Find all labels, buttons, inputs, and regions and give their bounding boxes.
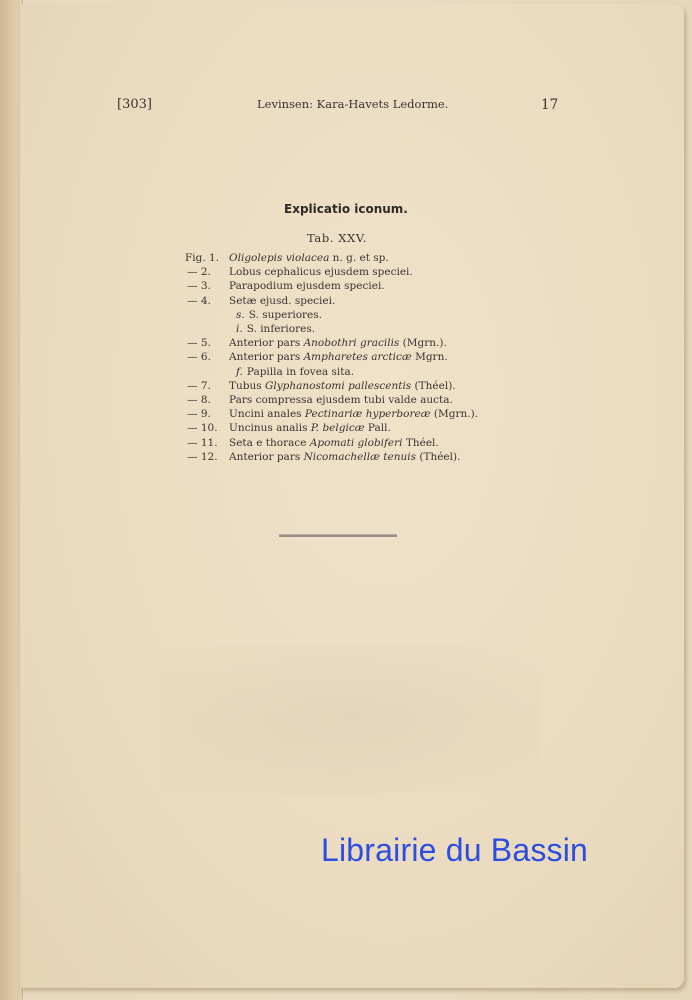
figure-caption [229,393,453,407]
figure-number: — 3. [187,280,211,293]
figure-item [20,265,620,279]
figure-subitem-text [236,322,315,336]
figure-caption [229,279,385,293]
caption-text: Uncinus analis [229,422,311,435]
caption-text: Théel. [402,436,439,449]
figure-subitem-caption: Papilla in fovea sita. [246,365,355,378]
species-name: Ampharetes arcticæ [303,351,412,364]
figure-item [20,421,620,435]
section-title: Explicatio iconum. [284,202,408,216]
figure-subitem-text [236,308,322,322]
figure-number: — 5. [187,337,211,350]
figure-caption [229,421,391,435]
caption-text: Anterior pars [229,450,304,463]
figure-number: — 4. [187,294,211,307]
caption-text: Setæ ejusd. speciei. [229,294,336,307]
species-name: Glyphanostomi pallescentis [264,379,412,392]
figure-number: — 7. [187,379,211,392]
figure-number: — 12. [187,450,218,463]
figure-item [20,279,620,293]
caption-text: n. g. et sp. [329,252,389,264]
figure-number: — 2. [187,266,211,279]
species-name: P. belgicæ [310,422,365,435]
figure-number: — 10. [187,422,218,435]
figure-caption [229,450,460,464]
caption-text: Mgrn. [411,351,448,364]
figure-item [20,393,620,407]
caption-text: Anterior pars [229,337,304,350]
caption-text: Pall. [364,422,391,435]
figure-caption [229,407,478,421]
caption-text: (Théel). [411,379,456,392]
figure-subitem [20,308,620,322]
figure-subitem [20,322,620,336]
figure-number: — 8. [187,394,211,406]
figure-item [20,450,620,464]
caption-text: Parapodium ejusdem speciei. [229,280,385,293]
paper-stain [160,644,540,794]
figure-item [20,436,620,450]
caption-text: (Mgrn.). [430,408,479,421]
figure-caption [229,336,447,350]
plate-title: Tab. XXV. [307,231,368,245]
figure-caption [229,251,389,265]
figure-subitem-caption: S. superiores. [248,308,322,321]
caption-text: Uncini anales [229,408,305,421]
caption-text: Anterior pars [229,351,304,364]
separator-rule [279,534,397,537]
figure-item [20,407,620,421]
figure-number: Fig. 1. [185,252,220,264]
species-name: Nicomachellæ tenuis [303,450,417,463]
running-title: Levinsen: Kara-Havets Ledorme. [257,97,449,111]
figure-number: — 6. [187,351,211,364]
figure-item [20,251,620,265]
caption-text: Pars compressa ejusdem tubi valde aucta. [229,394,453,406]
page-reference: [303] [117,97,152,112]
figure-number: — 11. [187,436,218,449]
caption-text: (Mgrn.). [399,337,447,350]
species-name: Pectinariæ hyperboreæ [304,408,431,421]
figure-subitem-text [236,365,354,379]
species-name: Apomati globiferi [309,436,403,449]
page-number: 17 [541,97,559,113]
figure-subitem-letter: i. [236,323,243,335]
figure-item [20,379,620,393]
figure-caption [229,294,335,308]
figure-caption [229,436,439,450]
caption-text: Tubus [229,379,265,392]
figure-item [20,336,620,350]
figure-subitem-letter: s. [236,308,245,321]
figure-caption [229,265,413,279]
species-name: Oligolepis violacea [229,252,330,264]
figure-subitem-caption: S. inferiores. [246,323,316,335]
figure-subitem-letter: f. [236,365,243,378]
figure-subitem [20,365,620,379]
species-name: Anobothri gracilis [303,337,400,350]
figure-item [20,350,620,364]
figure-item [20,294,620,308]
caption-text: (Théel). [416,450,461,463]
figure-caption [229,350,448,364]
watermark-text: Librairie du Bassin [321,832,589,868]
caption-text: Seta e thorace [229,436,310,449]
figure-number: — 9. [187,408,211,421]
caption-text: Lobus cephalicus ejusdem speciei. [229,266,413,279]
figure-caption [229,379,456,393]
